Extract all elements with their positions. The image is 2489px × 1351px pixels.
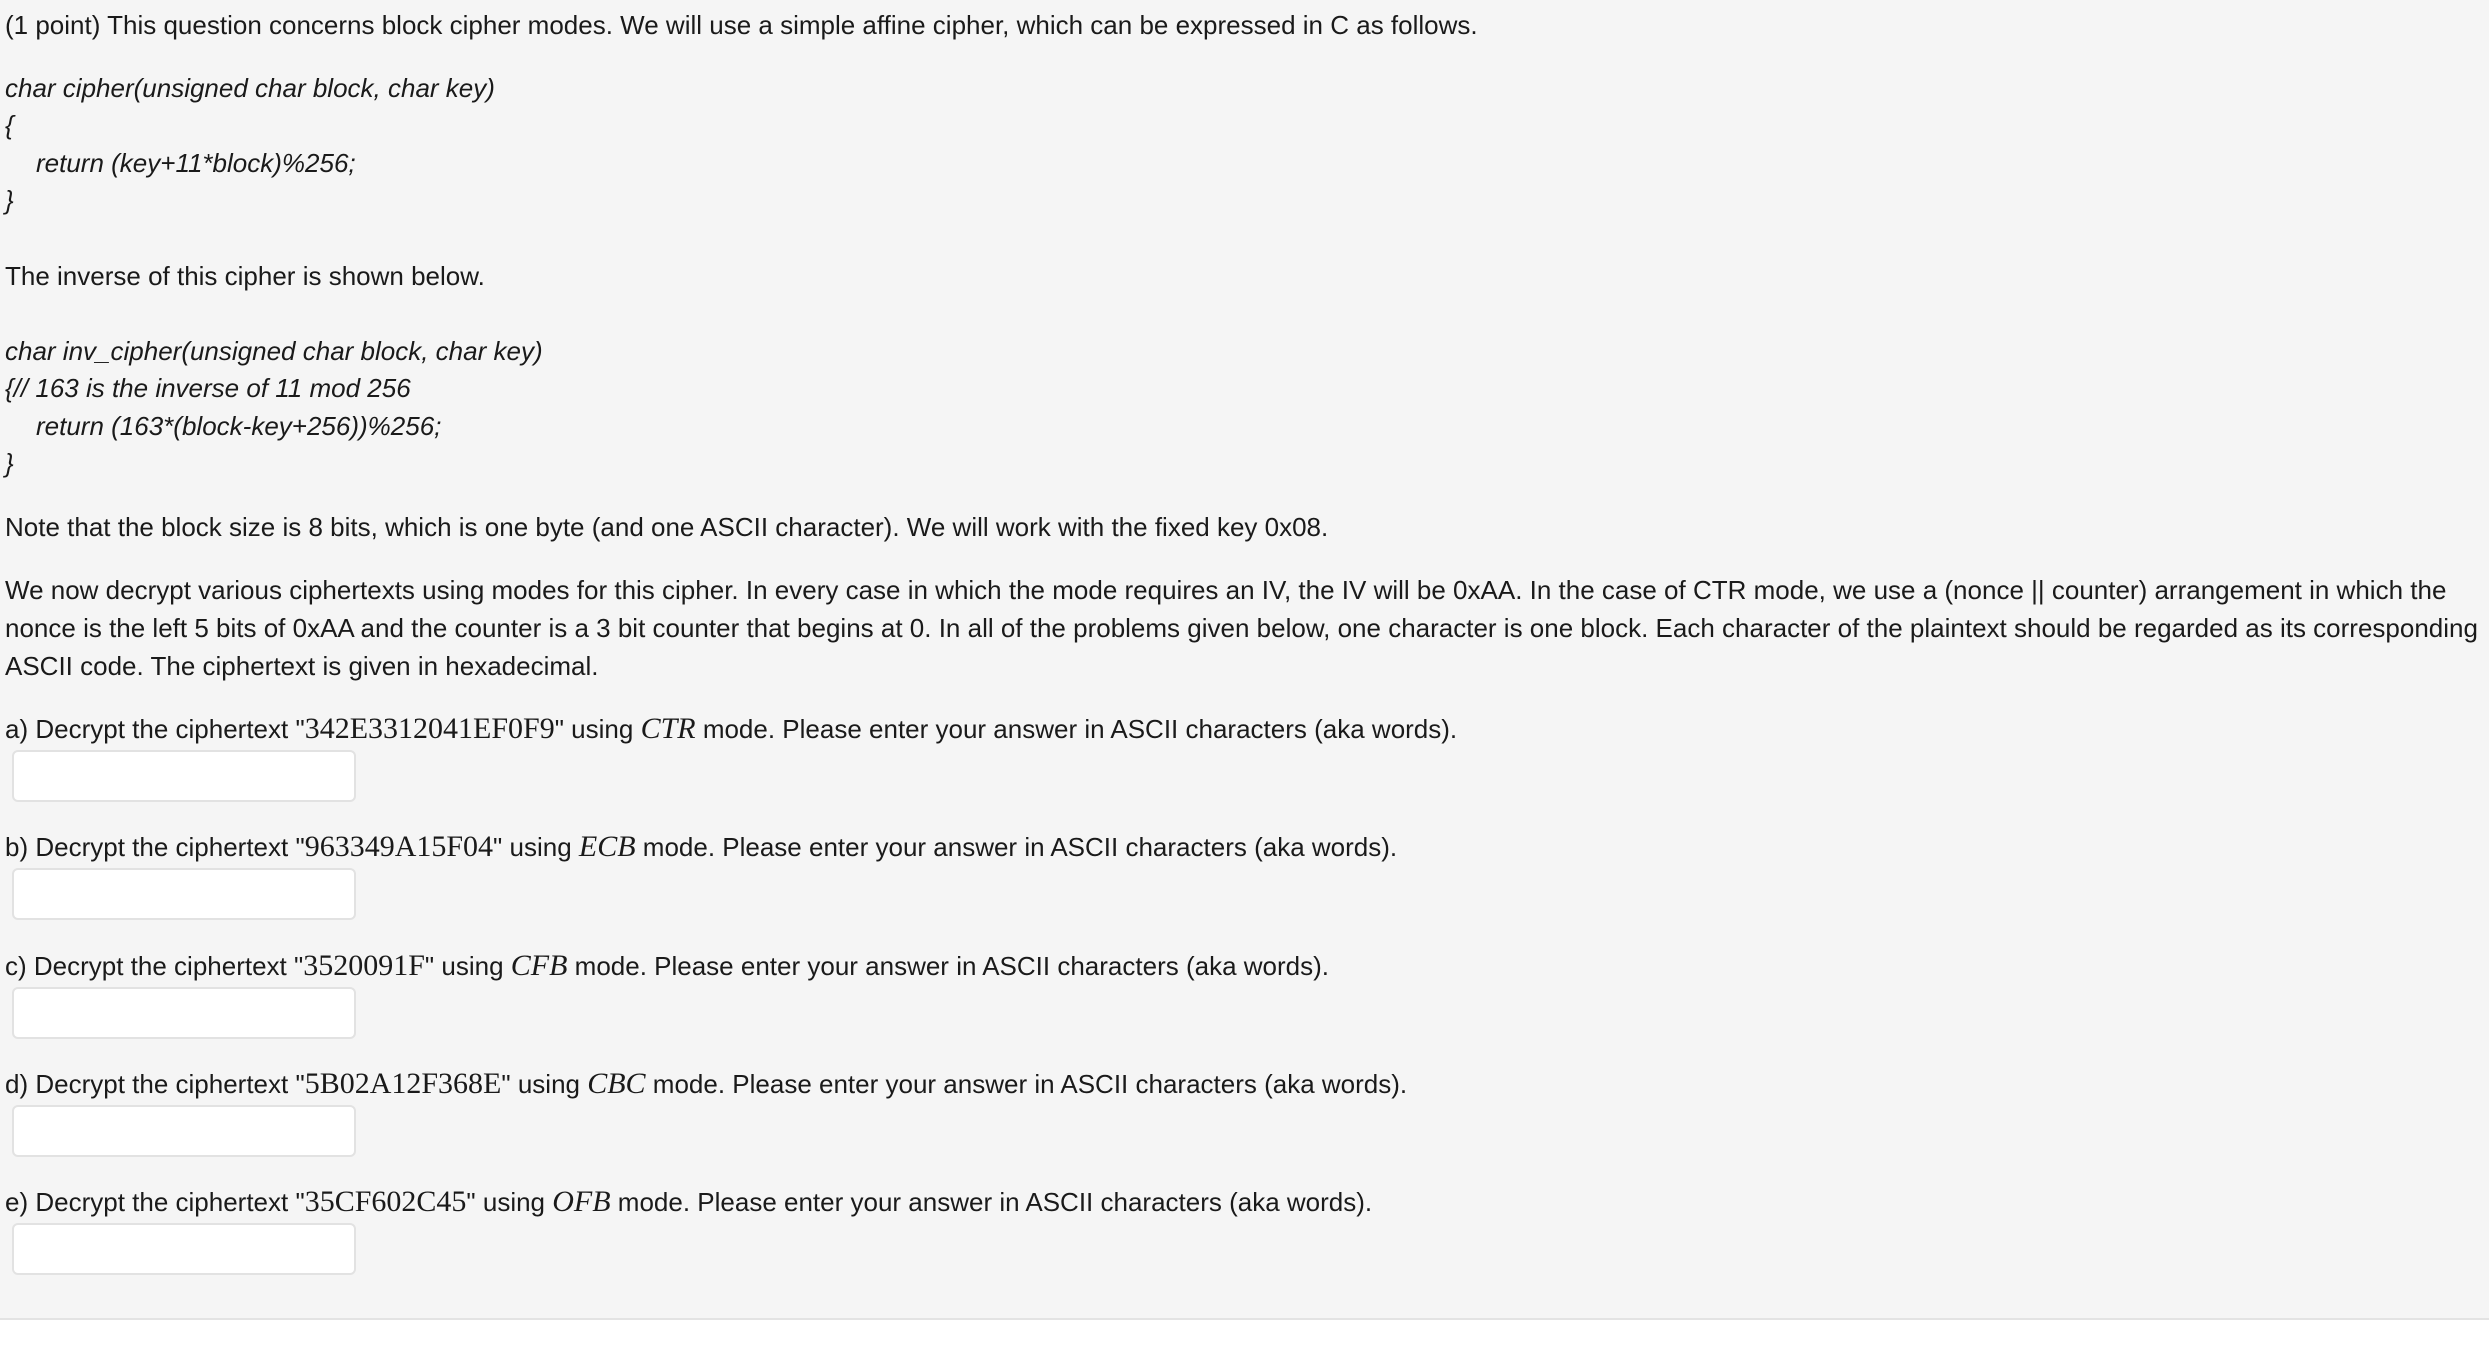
question-c-prefix: c) Decrypt the ciphertext "	[5, 951, 304, 981]
question-d-suffix: mode. Please enter your answer in ASCII characters (aka words).	[645, 1069, 1408, 1099]
note-text: Note that the block size is 8 bits, which is one byte (and one ASCII character). We will work with the fixed key 0x08.	[5, 512, 1329, 542]
cipher-open-brace: {	[5, 110, 14, 140]
question-e-ciphertext: 35CF602C45	[304, 1185, 467, 1218]
question-e	[5, 1183, 1372, 1221]
answer-input-e[interactable]	[12, 1223, 356, 1275]
question-e-mode: OFB	[552, 1185, 611, 1218]
answer-input-b[interactable]	[12, 868, 356, 920]
question-a-prefix: a) Decrypt the ciphertext "	[5, 714, 305, 744]
question-e-suffix: mode. Please enter your answer in ASCII characters (aka words).	[610, 1187, 1373, 1217]
inv-cipher-body: return (163*(block-key+256))%256;	[36, 411, 442, 441]
question-c-suffix: mode. Please enter your answer in ASCII characters (aka words).	[567, 951, 1329, 981]
question-b-prefix: b) Decrypt the ciphertext "	[5, 832, 305, 862]
question-d	[5, 1065, 1407, 1103]
inverse-text: The inverse of this cipher is shown below.	[5, 261, 485, 291]
cipher-signature: char cipher(unsigned char block, char key)	[5, 73, 495, 103]
cipher-body: return (key+11*block)%256;	[36, 148, 356, 178]
answer-input-a[interactable]	[12, 750, 356, 802]
question-c-ciphertext: 3520091F	[303, 949, 425, 982]
intro-text: (1 point) This question concerns block cipher modes. We will use a simple affine cipher, which can be expressed in C as follows.	[5, 10, 1478, 40]
question-a-suffix: mode. Please enter your answer in ASCII characters (aka words).	[695, 714, 1458, 744]
question-d-prefix: d) Decrypt the ciphertext "	[5, 1069, 305, 1099]
question-e-prefix: e) Decrypt the ciphertext "	[5, 1187, 305, 1217]
question-d-mode: CBC	[587, 1067, 646, 1100]
question-a-middle: " using	[554, 714, 641, 744]
question-b	[5, 828, 1397, 866]
question-d-ciphertext: 5B02A12F368E	[304, 1067, 502, 1100]
inv-cipher-open-comment: {// 163 is the inverse of 11 mod 256	[5, 373, 411, 403]
answer-input-d[interactable]	[12, 1105, 356, 1157]
inv-cipher-close-brace: }	[5, 448, 14, 478]
question-a-mode: CTR	[640, 712, 696, 745]
question-b-middle: " using	[493, 832, 579, 862]
inv-cipher-signature: char inv_cipher(unsigned char block, char key)	[5, 336, 543, 366]
question-c	[5, 947, 1329, 985]
question-c-mode: CFB	[510, 949, 568, 982]
cipher-close-brace: }	[5, 185, 14, 215]
instructions-text: We now decrypt various ciphertexts using modes for this cipher. In every case in which the mode requires an IV, the IV will be 0xAA. In the case of CTR mode, we use a (nonce || counter) arrangement in which the nonce is the left 5 bits of 0xAA and the counter is a 3 bit counter that begins at 0. In all of the problems given below, one character is one block. Each character of the plaintext should be regarded as its corresponding ASCII code. The ciphertext is given in hexadecimal.	[5, 575, 2478, 681]
answer-input-c[interactable]	[12, 987, 356, 1039]
question-c-middle: " using	[424, 951, 511, 981]
question-d-middle: " using	[501, 1069, 588, 1099]
question-a-ciphertext: 342E3312041EF0F9	[304, 712, 555, 745]
question-e-middle: " using	[466, 1187, 553, 1217]
question-b-mode: ECB	[578, 830, 636, 863]
question-b-ciphertext: 963349A15F04	[304, 830, 494, 863]
question-a	[5, 710, 1457, 748]
question-b-suffix: mode. Please enter your answer in ASCII characters (aka words).	[635, 832, 1398, 862]
